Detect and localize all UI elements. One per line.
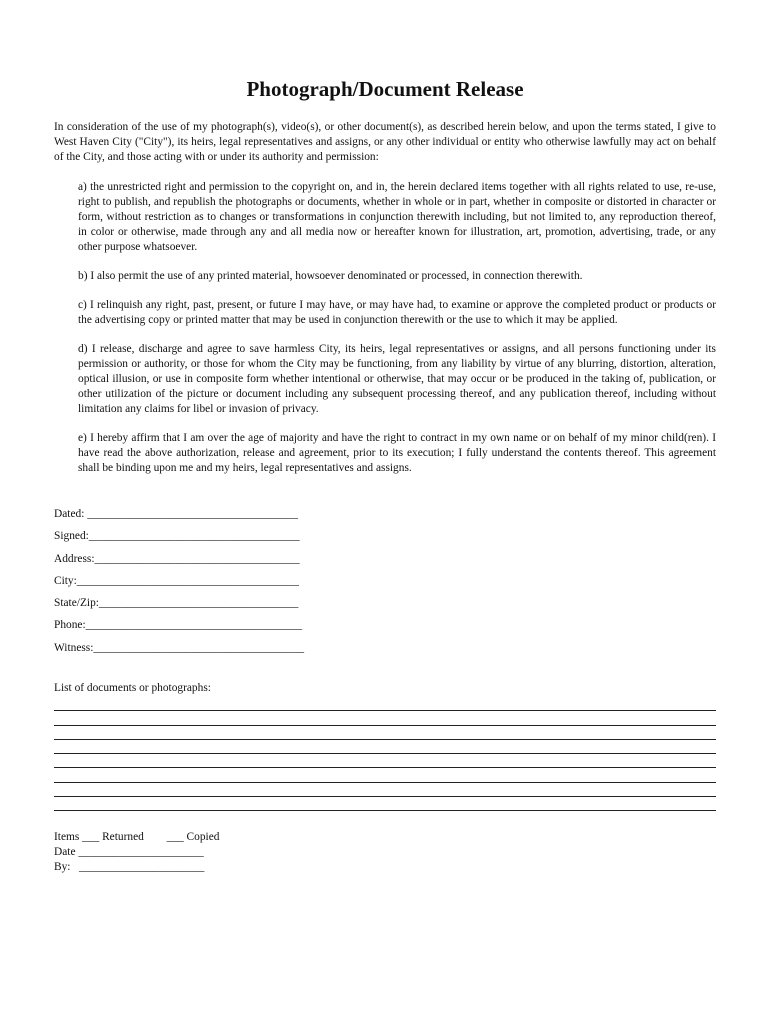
signed-field[interactable]: Signed:_____________________________________ — [54, 530, 300, 543]
state-zip-field[interactable]: State/Zip:___________________________________ — [54, 597, 299, 610]
clause-d: d) I release, discharge and agree to save harmless City, its heirs, legal representatives or assigns, and all persons functioning under its permission or authority, or those for whom the City may be functioning, from any liability by virtue of any blurring, distortion, alteration, optical illusion, or use in composite form whether intentional or otherwise, that may occur or be produced in the taking of, publication, or other utilization of the picture or document including any subsequent processing thereof, and any publication thereof, including without limitation any claims for libel or invasion of privacy. — [78, 343, 716, 415]
documents-list-line[interactable] — [54, 768, 716, 782]
phone-field[interactable]: Phone:______________________________________ — [54, 619, 303, 632]
documents-list-lines — [54, 697, 716, 811]
page-title: Photograph/Document Release — [246, 77, 524, 101]
signature-fields — [54, 507, 354, 663]
items-returned-copied[interactable]: Items ___ Returned ___ Copied — [54, 831, 220, 843]
documents-list-line[interactable] — [54, 754, 716, 768]
documents-list-line[interactable] — [54, 740, 716, 754]
city-field[interactable]: City:_______________________________________ — [54, 574, 299, 587]
witness-field[interactable]: Witness:_____________________________________ — [54, 641, 305, 654]
documents-list-line[interactable] — [54, 726, 716, 740]
documents-list-line[interactable] — [54, 783, 716, 797]
clause-a: a) the unrestricted right and permission to the copyright on, and in, the herein declared items together with all rights related to use, re-use, right to publish, and republish the photographs or documents, whether in whole or in part, whether in composite or distorted in character or form, without restriction as to changes or transformations in conjunction therewith including, but not limited to, any reproduction thereof, in color or otherwise, made through any and all media now or hereafter known for illustration, art, promotion, advertising, trade, or any other purpose whatsoever. — [78, 181, 716, 253]
documents-list-line[interactable] — [54, 797, 716, 811]
intro-paragraph: In consideration of the use of my photograph(s), video(s), or other document(s), as described herein below, and upon the terms stated, I give to West Haven City ("City"), its heirs, legal representatives and assigns, or any other individual or entity who otherwise lawfully may act on behalf of the City, and those acting with or under its authority and permission: — [54, 121, 716, 163]
clause-e: e) I hereby affirm that I am over the age of majority and have the right to contract in my own name or on behalf of my minor child(ren). I have read the above authorization, release and agreement, prior to its execution; I fully understand the contents thereof. This agreement shall be binding upon me and my heirs, legal representatives and assigns. — [78, 432, 716, 474]
clause-b: b) I also permit the use of any printed material, howsoever denominated or processed, in connection therewith. — [78, 270, 583, 282]
documents-list-line[interactable] — [54, 711, 716, 725]
address-field[interactable]: Address:____________________________________ — [54, 552, 300, 565]
tally-date-field[interactable]: Date ______________________ — [54, 846, 204, 858]
clause-c: c) I relinquish any right, past, present, or future I may have, or may have had, to examine or approve the completed product or products or the advertising copy or printed matter that may be used in conjunction therewith or the use to which it may be applied. — [78, 299, 716, 326]
office-use-tally — [54, 830, 219, 875]
documents-list-label: List of documents or photographs: — [54, 682, 211, 694]
release-clauses — [78, 180, 716, 490]
dated-field[interactable]: Dated: _____________________________________ — [54, 508, 298, 520]
tally-by-field[interactable]: By: ______________________ — [54, 861, 205, 873]
documents-list-line[interactable] — [54, 697, 716, 711]
